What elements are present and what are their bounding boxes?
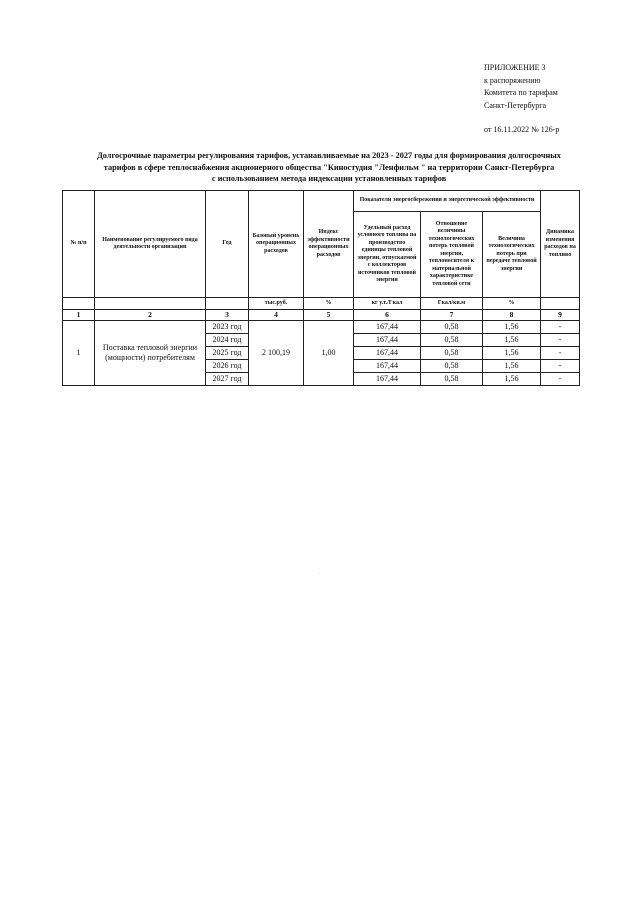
row-efficiency-index: 1,00 [304, 321, 354, 386]
row-dynamics: - [541, 321, 580, 334]
row-losses: 1,56 [483, 321, 541, 334]
row-activity: Поставка тепловой энергии (мощности) потребителям [95, 321, 206, 386]
row-fuel: 167,44 [354, 334, 421, 347]
row-losses: 1,56 [483, 334, 541, 347]
row-losses: 1,56 [483, 360, 541, 373]
unit-base: тыс.руб. [249, 298, 304, 310]
header-num: № п/п [63, 191, 95, 298]
column-number: 9 [541, 310, 580, 321]
table-row [63, 321, 580, 334]
row-losses: 1,56 [483, 373, 541, 386]
column-number: 6 [354, 310, 421, 321]
header-activity: Наименование регулируемого вида деятельности организации [95, 191, 206, 298]
appendix-header [484, 62, 559, 137]
row-losses: 1,56 [483, 347, 541, 360]
column-number: 3 [206, 310, 249, 321]
header-technological-losses: Величина технологических потерь при передаче тепловой энергии [483, 212, 541, 298]
row-fuel: 167,44 [354, 373, 421, 386]
row-year: 2025 год [206, 347, 249, 360]
row-ratio: 0,58 [421, 334, 483, 347]
column-number: 8 [483, 310, 541, 321]
header-fuel-dynamics: Динамика изменения расходов на топливо [541, 191, 580, 298]
header-efficiency-index: Индекс эффективности операционных расходов [304, 191, 354, 298]
column-number: 2 [95, 310, 206, 321]
row-year: 2024 год [206, 334, 249, 347]
unit-fuel: кг у.т./Гкал [354, 298, 421, 310]
header-year: Год [206, 191, 249, 298]
row-dynamics: - [541, 360, 580, 373]
column-number: 7 [421, 310, 483, 321]
title-line-3: с использованием метода индексации установленных тарифов [211, 174, 447, 183]
unit-ratio: Гкал/кв.м [421, 298, 483, 310]
header-fuel-consumption: Удельный расход условного топлива на производство единицы тепловой энергии, отпускаемой с коллекторов источников тепловой энергии [354, 212, 421, 298]
appendix-order-ref: к распоряжению [484, 75, 541, 85]
unit-index: % [304, 298, 354, 310]
row-ratio: 0,58 [421, 321, 483, 334]
appendix-date: от 16.11.2022 № 126-р [484, 125, 560, 134]
row-ratio: 0,58 [421, 347, 483, 360]
row-dynamics: - [541, 347, 580, 360]
tariff-parameters-table [62, 190, 580, 386]
row-base-level: 2 100,19 [249, 321, 304, 386]
appendix-label: ПРИЛОЖЕНИЕ 3 [484, 63, 546, 72]
row-year: 2023 год [206, 321, 249, 334]
row-year: 2027 год [206, 373, 249, 386]
document-title [40, 150, 618, 185]
row-year: 2026 год [206, 360, 249, 373]
row-ratio: 0,58 [421, 373, 483, 386]
row-ratio: 0,58 [421, 360, 483, 373]
row-fuel: 167,44 [354, 321, 421, 334]
column-number: 4 [249, 310, 304, 321]
header-energy-group: Показатели энергосбережения и энергетической эффективности [354, 191, 541, 212]
appendix-committee: Комитета по тарифам [484, 88, 558, 97]
title-line-2: тарифов в сфере теплоснабжения акционерного общества "Киностудия "Ленфильм " на территории Санкт-Петербурга [103, 162, 555, 172]
row-num: 1 [63, 321, 95, 386]
header-losses-ratio: Отношение величины технологических потерь тепловой энергии, теплоносителя к материальной характеристике тепловой сети [421, 212, 483, 298]
row-fuel: 167,44 [354, 360, 421, 373]
unit-losses: % [483, 298, 541, 310]
column-number: 5 [304, 310, 354, 321]
page-mark: · [319, 572, 321, 577]
title-line-1: Долгосрочные параметры регулирования тарифов, устанавливаемые на 2023 - 2027 годы для формирования долгосрочных [97, 151, 561, 160]
row-dynamics: - [541, 373, 580, 386]
header-base-level: Базовый уровень операционных расходов [249, 191, 304, 298]
row-fuel: 167,44 [354, 347, 421, 360]
row-dynamics: - [541, 334, 580, 347]
appendix-city: Санкт-Петербурга [484, 100, 547, 110]
column-number: 1 [63, 310, 95, 321]
